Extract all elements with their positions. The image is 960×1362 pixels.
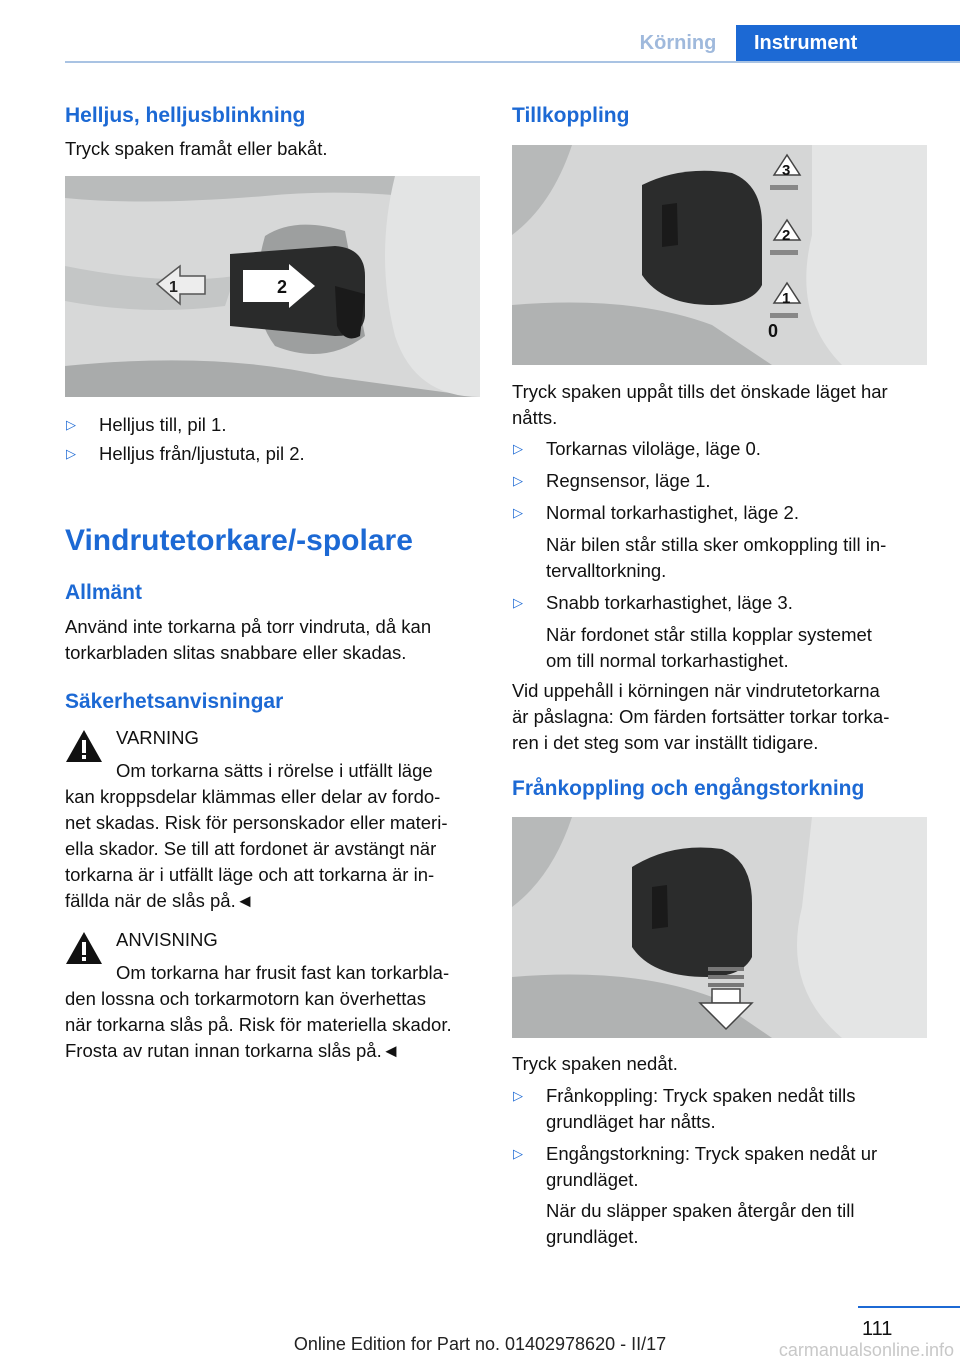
warning-line: kan kroppsdelar klämmas eller delar av fordo-: [65, 786, 441, 807]
bullet-icon: ▷: [513, 1088, 523, 1103]
notice-triangle-icon: [64, 930, 104, 966]
uppehall-line: är påslagna: Om färden fortsätter torkar torka-: [512, 706, 890, 727]
list-item-sub: När fordonet står stilla kopplar systemet: [546, 624, 872, 645]
notice-line: den lossna och torkarmotorn kan överhettas: [65, 988, 426, 1009]
warning-line: net skadas. Risk för personskador eller materi-: [65, 812, 448, 833]
notice-line: när torkarna slås på. Risk för materiella skador.: [65, 1014, 452, 1035]
section-title-vindrutetorkare: Vindrutetorkare/-spolare: [65, 524, 413, 557]
frankoppling-intro: Tryck spaken nedåt.: [512, 1053, 678, 1074]
list-item-sub: När bilen står stilla sker omkoppling till in-: [546, 534, 887, 555]
notice-line: Om torkarna har frusit fast kan torkarbla-: [116, 962, 450, 983]
subsection-title-allmant: Allmänt: [65, 581, 143, 604]
list-item-sub: om till normal torkarhastighet.: [546, 650, 789, 671]
bullet-icon: ▷: [513, 595, 523, 610]
uppehall-line: Vid uppehåll i körningen när vindrutetorkarna: [512, 680, 880, 701]
warning-line: fällda när de slås på.◄: [65, 890, 255, 911]
uppehall-line: ren i det steg som var inställt tidigare.: [512, 732, 819, 753]
section-title-frankoppling: Frånkoppling och engångstorkning: [512, 777, 865, 800]
notice-label: ANVISNING: [116, 929, 218, 950]
tillkoppling-intro-line: Tryck spaken uppåt tills det önskade läget har: [512, 381, 888, 402]
list-item: grundläget.: [546, 1169, 639, 1190]
list-item-sub: När du släpper spaken återgår den till: [546, 1200, 855, 1221]
figure-wiper-positions: [512, 145, 927, 365]
list-item: Engångstorkning: Tryck spaken nedåt ur: [546, 1143, 878, 1164]
header-rule: [65, 61, 960, 63]
figure-high-beam-lever: [65, 176, 480, 397]
section-title-tillkoppling: Tillkoppling: [512, 104, 630, 127]
fig2-pos1-label: 1: [782, 290, 791, 307]
helljus-intro: Tryck spaken framåt eller bakåt.: [65, 138, 328, 159]
list-item: Helljus till, pil 1.: [99, 414, 227, 435]
bullet-icon: ▷: [66, 417, 76, 432]
warning-triangle-icon: [64, 728, 104, 764]
warning-line: ella skador. Se till att fordonet är avstängt när: [65, 838, 437, 859]
page-number: 111: [862, 1318, 893, 1340]
list-item: Regnsensor, läge 1.: [546, 470, 711, 491]
list-item: Snabb torkarhastighet, läge 3.: [546, 592, 793, 613]
list-item-sub: grundläget.: [546, 1226, 639, 1247]
tab-korning[interactable]: Körning: [639, 32, 717, 54]
bullet-icon: ▷: [513, 505, 523, 520]
fig1-arrow1-label: 1: [169, 279, 178, 296]
list-item: Torkarnas viloläge, läge 0.: [546, 438, 761, 459]
bullet-icon: ▷: [66, 446, 76, 461]
allmant-line: Använd inte torkarna på torr vindruta, då kan: [65, 616, 432, 637]
list-item: Helljus från/ljustuta, pil 2.: [99, 443, 305, 464]
warning-label: VARNING: [116, 727, 199, 748]
bullet-icon: ▷: [513, 1146, 523, 1161]
tillkoppling-intro-line: nåtts.: [512, 407, 558, 428]
warning-line: torkarna är i utfällt läge och att torkarna är in-: [65, 864, 435, 885]
fig2-pos2-label: 2: [782, 227, 791, 244]
notice-line: Frosta av rutan innan torkarna slås på.◄: [65, 1040, 401, 1061]
tab-instrument[interactable]: Instrument: [736, 25, 960, 61]
watermark: carmanualsonline.info: [778, 1340, 954, 1360]
list-item-sub: tervalltorkning.: [546, 560, 667, 581]
bullet-icon: ▷: [513, 441, 523, 456]
bullet-icon: ▷: [513, 473, 523, 488]
warning-line: Om torkarna sätts i rörelse i utfällt läge: [116, 760, 433, 781]
figure-wiper-down: [512, 817, 927, 1038]
fig2-pos3-label: 3: [782, 162, 791, 179]
allmant-line: torkarbladen slitas snabbare eller skadas.: [65, 642, 407, 663]
list-item: Normal torkarhastighet, läge 2.: [546, 502, 799, 523]
subsection-title-sakerhet: Säkerhetsanvisningar: [65, 690, 284, 713]
edition-footer: Online Edition for Part no. 01402978620 - II/17: [293, 1334, 667, 1354]
fig2-pos0-label: 0: [768, 321, 779, 341]
list-item: Frånkoppling: Tryck spaken nedåt tills: [546, 1085, 856, 1106]
list-item: grundläget har nåtts.: [546, 1111, 716, 1132]
fig1-arrow2-label: 2: [277, 277, 288, 297]
footer-rule: [858, 1306, 960, 1308]
section-title-helljus: Helljus, helljusblinkning: [65, 104, 306, 127]
